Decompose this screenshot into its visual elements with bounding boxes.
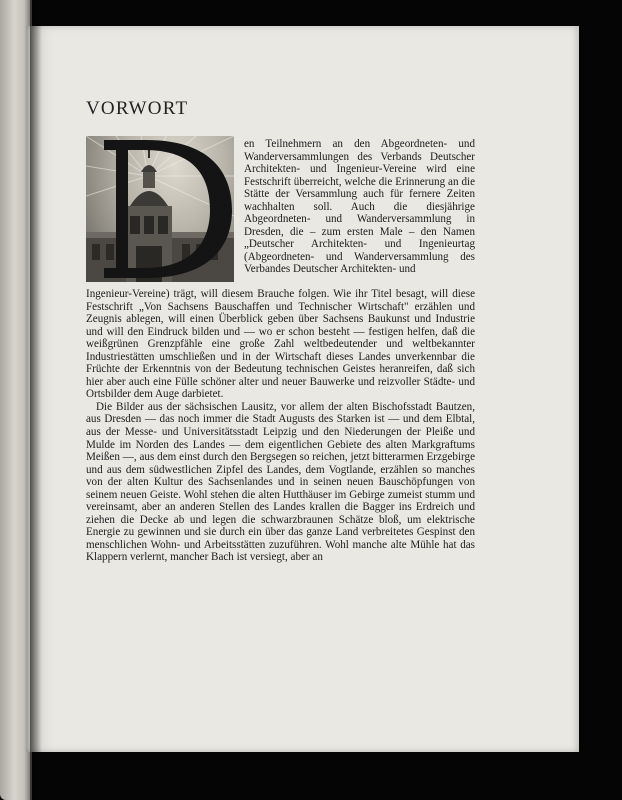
paragraph-2: Die Bilder aus der sächsischen Lausitz, vor allem der alten Bischofsstadt Bautzen, aus Dresden — das noch immer die Stadt Augusts des Starken ist — und dem Elbtal, aus der Messe- und Universitätsstadt Leipzig und den Niederungen der Pleiße und Mulde im Norden des Landes — dem eigentlichen Gebiete des alten Markgraftums Meißen —, aus dem einst durch den Bergsegen so reichen, jetzt bitterarmen Erzgebirge und aus dem südwestlichen Zipfel des Landes, dem Vogtlande, erzählen so manches von der alten Kultur des Sachsenlandes und in seinen neuen Bauschöpfungen von seinem neuen Geiste. Wohl stehen die alten Hutthäuser im Gebirge zumeist stumm und vereinsamt, aber an anderen Stellen des Landes krallen die Bagger ins Erdreich und ziehen die Decke ab und legen die schwarzbraunen Schätze bloß, um elektrische Energie zu gewinnen und sie durch ein über das ganze Land verbreitetes Gespinst den menschlichen Wohn- und Arbeitsstätten zuzuführen. Wohl manche alte Mühle hat das Klappern verlernt, mancher Bach ist versiegt, aber an bbox=[86, 400, 475, 564]
page-heading: VORWORT bbox=[86, 98, 189, 119]
dropcap-wrapped-text: en Teilnehmern an den Abgeordneten- und Wanderversammlungen des Verbands Deutscher Architekten- und Ingenieur-Vereine wird eine Festschrift überreicht, welche die Erinnerung an die Stätte der Versammlung auch für fernere Zeiten wachhalten soll. Auch die diesjährige Abgeordneten- und Wanderversammlung in Dresden, die – zum ersten Male – den Namen „Deutscher Architekten- und Ingenieurtag (Abgeordneten- und Wanderversammlung des Verbandes Deutscher Architekten- und bbox=[244, 138, 475, 276]
illuminated-initial bbox=[86, 136, 234, 282]
book-gutter-shadow bbox=[30, 0, 42, 800]
paragraph-1: Ingenieur-Vereine) trägt, will diesem Brauche folgen. Wie ihr Titel besagt, will diese Festschrift „Von Sachsens Bauschaffen und Technischer Wirtschaft" erzählen und Zeugnis ablegen, will einen Überblick geben über Sachsens Baukunst und Industrie und will den Eindruck bilden und — wo er schon besteht — festigen helfen, daß die weißgrünen Grenzpfähle eine große Zahl weltbedeutender und weltbekannter Industriestätten umschließen und in der Wirtschaft dieses Landes unverkennbar die Früchte der Erkenntnis von der Bedeutung technischen Geistes heranreifen, daß sich hier aber auch eine Fülle schöner alter und neuer Bauwerke und reizvoller Städte- und Ortsbilder dem Auge darbietet. bbox=[86, 288, 475, 401]
zwinger-tower-illustration bbox=[86, 136, 234, 282]
body-text bbox=[86, 288, 475, 564]
